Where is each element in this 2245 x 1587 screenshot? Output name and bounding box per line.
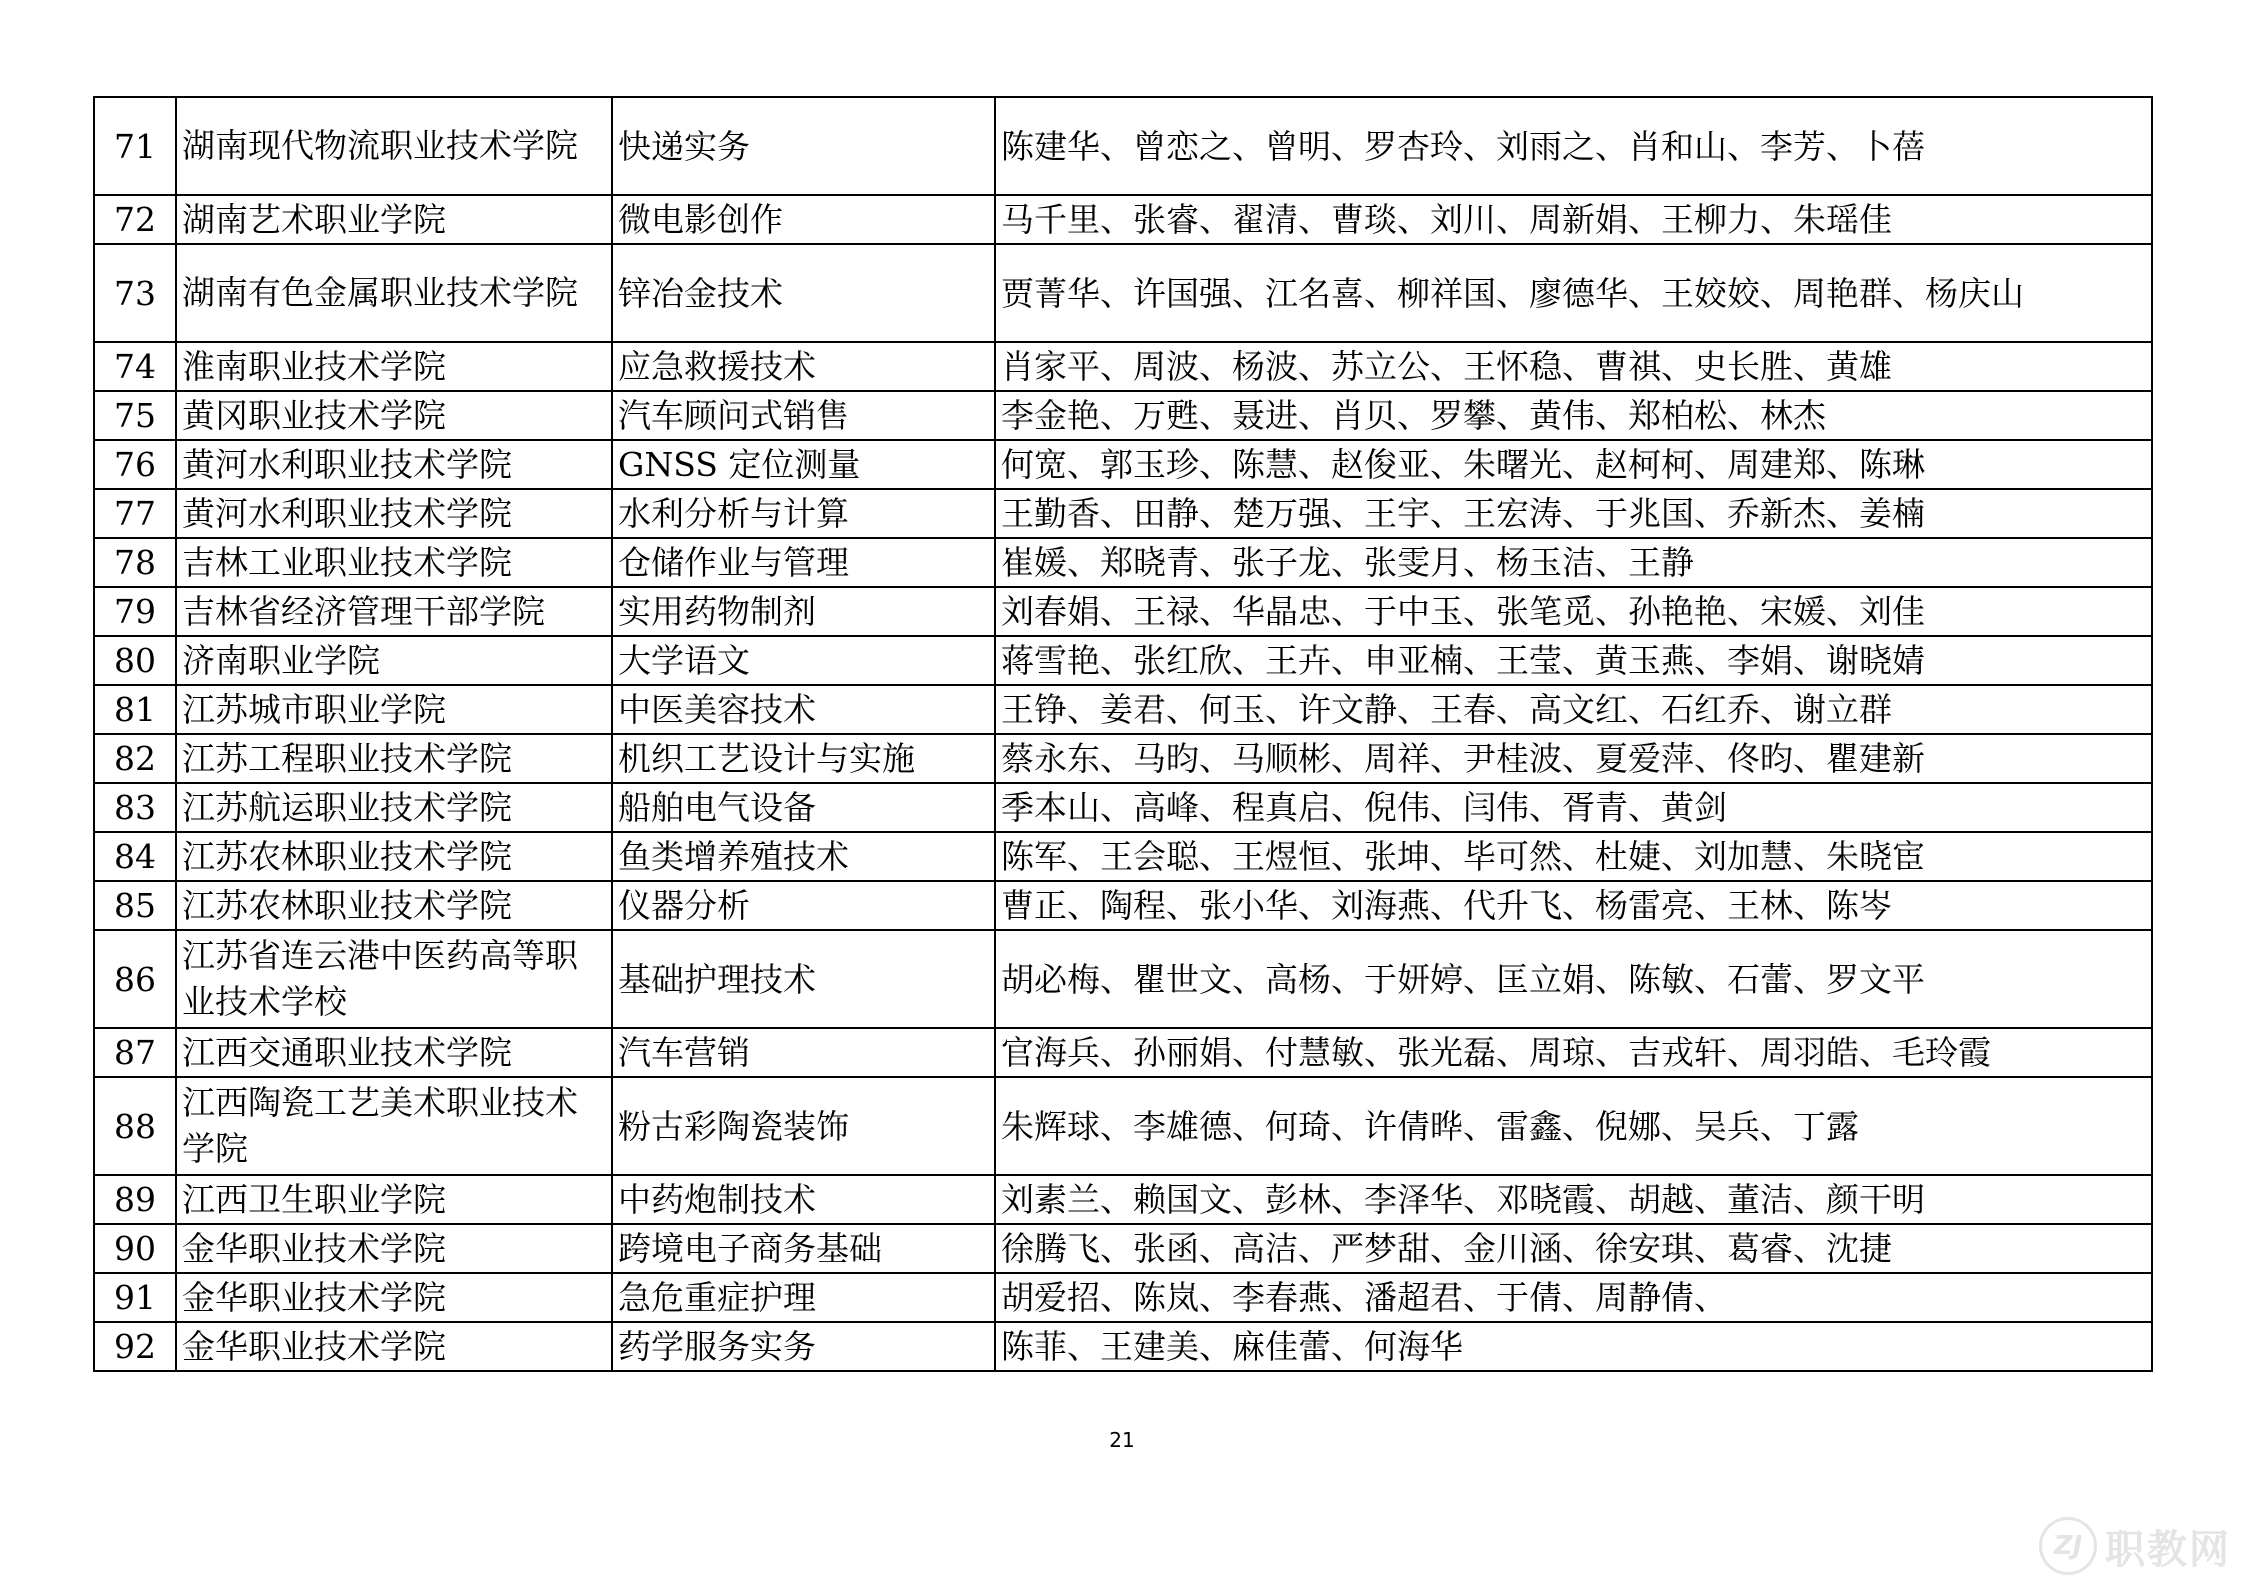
course-name: GNSS 定位测量 [612, 440, 995, 489]
course-name: 船舶电气设备 [612, 783, 995, 832]
course-name: 汽车顾问式销售 [612, 391, 995, 440]
course-name: 微电影创作 [612, 195, 995, 244]
team-members: 崔媛、郑晓青、张子龙、张雯月、杨玉洁、王静 [995, 538, 2152, 587]
table-row [94, 244, 2152, 342]
table-row [94, 734, 2152, 783]
course-name: 仓储作业与管理 [612, 538, 995, 587]
school-name: 淮南职业技术学院 [176, 342, 612, 391]
school-name: 湖南艺术职业学院 [176, 195, 612, 244]
page-number: 21 [1109, 1428, 1135, 1452]
course-name: 汽车营销 [612, 1028, 995, 1077]
school-name: 吉林省经济管理干部学院 [176, 587, 612, 636]
course-name: 鱼类增养殖技术 [612, 832, 995, 881]
table-row [94, 930, 2152, 1028]
table-row [94, 1322, 2152, 1371]
table-row [94, 1273, 2152, 1322]
team-members: 胡爱招、陈岚、李春燕、潘超君、于倩、周静倩、 [995, 1273, 2152, 1322]
row-number: 73 [94, 244, 176, 342]
row-number: 85 [94, 881, 176, 930]
table-body [94, 97, 2152, 1371]
table-row [94, 440, 2152, 489]
table-row [94, 195, 2152, 244]
row-number: 76 [94, 440, 176, 489]
school-name: 江西交通职业技术学院 [176, 1028, 612, 1077]
team-members: 胡必梅、瞿世文、高杨、于妍婷、匡立娟、陈敏、石蕾、罗文平 [995, 930, 2152, 1028]
team-members: 刘春娟、王禄、华晶忠、于中玉、张笔觅、孙艳艳、宋媛、刘佳 [995, 587, 2152, 636]
row-number: 77 [94, 489, 176, 538]
table-row [94, 1028, 2152, 1077]
course-name: 大学语文 [612, 636, 995, 685]
table-row [94, 1077, 2152, 1175]
team-members: 马千里、张睿、翟清、曹琰、刘川、周新娟、王柳力、朱瑶佳 [995, 195, 2152, 244]
team-members: 蔡永东、马昀、马顺彬、周祥、尹桂波、夏爱萍、佟昀、瞿建新 [995, 734, 2152, 783]
school-name: 金华职业技术学院 [176, 1322, 612, 1371]
team-members: 曹正、陶程、张小华、刘海燕、代升飞、杨雷亮、王林、陈岑 [995, 881, 2152, 930]
course-name: 快递实务 [612, 97, 995, 195]
school-name: 金华职业技术学院 [176, 1224, 612, 1273]
course-name: 急危重症护理 [612, 1273, 995, 1322]
row-number: 88 [94, 1077, 176, 1175]
school-name: 江苏农林职业技术学院 [176, 832, 612, 881]
row-number: 86 [94, 930, 176, 1028]
team-members: 陈建华、曾恋之、曾明、罗杏玲、刘雨之、肖和山、李芳、卜蓓 [995, 97, 2152, 195]
course-name: 中药炮制技术 [612, 1175, 995, 1224]
row-number: 74 [94, 342, 176, 391]
table-row [94, 783, 2152, 832]
team-members: 陈军、王会聪、王煜恒、张坤、毕可然、杜婕、刘加慧、朱晓宦 [995, 832, 2152, 881]
table-row [94, 97, 2152, 195]
row-number: 82 [94, 734, 176, 783]
row-number: 90 [94, 1224, 176, 1273]
team-members: 朱辉球、李雄德、何琦、许倩晔、雷鑫、倪娜、吴兵、丁露 [995, 1077, 2152, 1175]
school-name: 江西卫生职业学院 [176, 1175, 612, 1224]
row-number: 89 [94, 1175, 176, 1224]
school-name: 湖南有色金属职业技术学院 [176, 244, 612, 342]
school-name: 江苏城市职业学院 [176, 685, 612, 734]
team-members: 陈菲、王建美、麻佳蕾、何海华 [995, 1322, 2152, 1371]
course-name: 药学服务实务 [612, 1322, 995, 1371]
row-number: 79 [94, 587, 176, 636]
course-name: 机织工艺设计与实施 [612, 734, 995, 783]
table-row [94, 1175, 2152, 1224]
row-number: 92 [94, 1322, 176, 1371]
row-number: 75 [94, 391, 176, 440]
table-row [94, 881, 2152, 930]
school-name: 黄河水利职业技术学院 [176, 440, 612, 489]
watermark-text: 职教网 [2105, 1526, 2231, 1573]
team-members: 李金艳、万甦、聂进、肖贝、罗攀、黄伟、郑柏松、林杰 [995, 391, 2152, 440]
course-name: 实用药物制剂 [612, 587, 995, 636]
watermark [2039, 1517, 2231, 1575]
school-name: 黄冈职业技术学院 [176, 391, 612, 440]
team-members: 刘素兰、赖国文、彭林、李泽华、邓晓霞、胡越、董洁、颜干明 [995, 1175, 2152, 1224]
row-number: 83 [94, 783, 176, 832]
team-members: 肖家平、周波、杨波、苏立公、王怀稳、曹祺、史长胜、黄雄 [995, 342, 2152, 391]
team-members: 徐腾飞、张函、高洁、严梦甜、金川涵、徐安琪、葛睿、沈捷 [995, 1224, 2152, 1273]
school-name: 济南职业学院 [176, 636, 612, 685]
school-name: 江苏航运职业技术学院 [176, 783, 612, 832]
row-number: 87 [94, 1028, 176, 1077]
school-name: 湖南现代物流职业技术学院 [176, 97, 612, 195]
team-members: 蒋雪艳、张红欣、王卉、申亚楠、王莹、黄玉燕、李娟、谢晓婧 [995, 636, 2152, 685]
row-number: 81 [94, 685, 176, 734]
row-number: 80 [94, 636, 176, 685]
course-name: 仪器分析 [612, 881, 995, 930]
row-number: 91 [94, 1273, 176, 1322]
school-name: 江西陶瓷工艺美术职业技术学院 [176, 1077, 612, 1175]
course-name: 基础护理技术 [612, 930, 995, 1028]
school-name: 江苏省连云港中医药高等职业技术学校 [176, 930, 612, 1028]
table-row [94, 832, 2152, 881]
course-name: 中医美容技术 [612, 685, 995, 734]
school-name: 江苏工程职业技术学院 [176, 734, 612, 783]
team-members: 王勤香、田静、楚万强、王宇、王宏涛、于兆国、乔新杰、姜楠 [995, 489, 2152, 538]
row-number: 78 [94, 538, 176, 587]
row-number: 71 [94, 97, 176, 195]
course-name: 粉古彩陶瓷装饰 [612, 1077, 995, 1175]
team-members: 季本山、高峰、程真启、倪伟、闫伟、胥青、黄剑 [995, 783, 2152, 832]
watermark-logo-icon: ZJ [2039, 1517, 2097, 1575]
table-row [94, 342, 2152, 391]
course-name: 锌冶金技术 [612, 244, 995, 342]
course-team-table [93, 96, 2153, 1372]
table-row [94, 636, 2152, 685]
team-members: 王铮、姜君、何玉、许文静、王春、高文红、石红乔、谢立群 [995, 685, 2152, 734]
table-row [94, 538, 2152, 587]
team-members: 官海兵、孙丽娟、付慧敏、张光磊、周琼、吉戎轩、周羽皓、毛玲霞 [995, 1028, 2152, 1077]
table-row [94, 1224, 2152, 1273]
table-row [94, 391, 2152, 440]
row-number: 72 [94, 195, 176, 244]
school-name: 吉林工业职业技术学院 [176, 538, 612, 587]
course-name: 水利分析与计算 [612, 489, 995, 538]
course-name: 应急救援技术 [612, 342, 995, 391]
course-name: 跨境电子商务基础 [612, 1224, 995, 1273]
school-name: 江苏农林职业技术学院 [176, 881, 612, 930]
row-number: 84 [94, 832, 176, 881]
table-row [94, 489, 2152, 538]
school-name: 黄河水利职业技术学院 [176, 489, 612, 538]
table-row [94, 685, 2152, 734]
table-row [94, 587, 2152, 636]
team-members: 贾菁华、许国强、江名喜、柳祥国、廖德华、王姣姣、周艳群、杨庆山 [995, 244, 2152, 342]
team-members: 何宽、郭玉珍、陈慧、赵俊亚、朱曙光、赵柯柯、周建郑、陈琳 [995, 440, 2152, 489]
school-name: 金华职业技术学院 [176, 1273, 612, 1322]
